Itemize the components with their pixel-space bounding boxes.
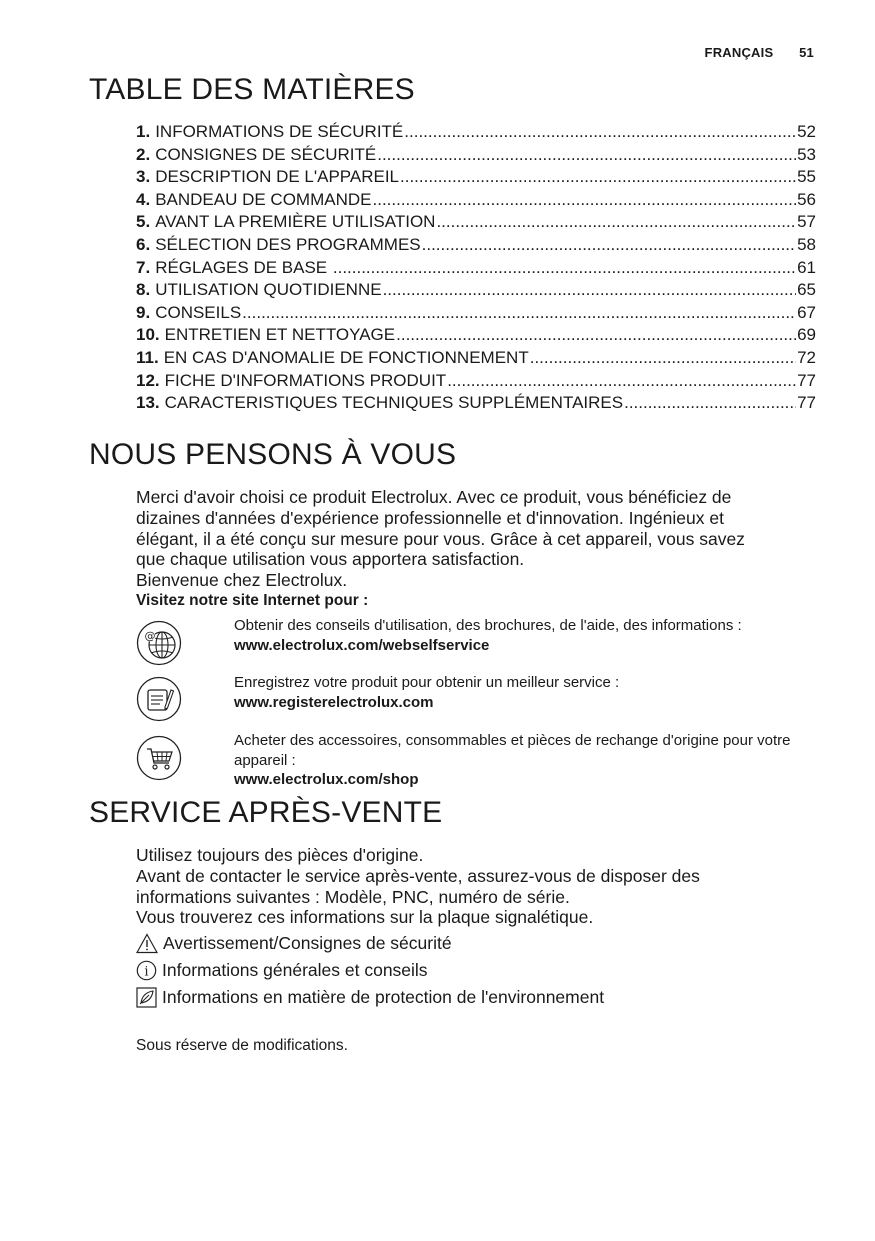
- toc-item[interactable]: 6. SÉLECTION DES PROGRAMMES ..... 58: [136, 234, 816, 257]
- globe-at-icon: [136, 620, 182, 666]
- webselfservice-link[interactable]: www.electrolux.com/webselfservice: [234, 636, 490, 654]
- leaf-icon: [136, 987, 157, 1008]
- page-header: [705, 45, 814, 60]
- toc-item[interactable]: 11. EN CAS D'ANOMALIE DE FONCTIONNEMENT ..... 72: [136, 347, 816, 370]
- shop-link[interactable]: www.electrolux.com/shop: [234, 771, 419, 788]
- info-icon: [136, 960, 157, 981]
- service-apres-vente-title: SERVICE APRÈS-VENTE: [89, 796, 443, 829]
- visit-label: Visitez notre site Internet pour :: [136, 591, 369, 609]
- toc-item[interactable]: 1. INFORMATIONS DE SÉCURITÉ ..... 52: [136, 121, 816, 144]
- language-label: FRANÇAIS: [704, 45, 774, 60]
- toc-item[interactable]: 7. RÉGLAGES DE BASE ..... 61: [136, 257, 816, 280]
- welcome-paragraph: Merci d'avoir choisi ce produit Electrolux. Avec ce produit, vous bénéficiez de dizaines d'années d'expérience professionnelle et d'innovation. Ingénieux et élégant, il a été conçu sur mesure pour vous. Grâce à cet appareil, vous savez que chaque utilisation vous apportera satisfaction. Bienvenue chez Electrolux. Visitez notre site Internet pour :: [136, 487, 816, 612]
- legend-environment: Informations en matière de protection de l'environnement: [136, 987, 604, 1008]
- toc-item[interactable]: 9. CONSEILS ..... 67: [136, 302, 816, 325]
- toc-title: TABLE DES MATIÈRES: [89, 73, 415, 106]
- modifications-note: Sous réserve de modifications.: [136, 1037, 348, 1054]
- nous-pensons-title: NOUS PENSONS À VOUS: [89, 438, 457, 471]
- table-of-contents: [136, 121, 816, 415]
- shopping-cart-icon: [136, 735, 182, 781]
- toc-item[interactable]: 8. UTILISATION QUOTIDIENNE ..... 65: [136, 279, 816, 302]
- page-number: 51: [799, 45, 814, 60]
- toc-item[interactable]: 12. FICHE D'INFORMATIONS PRODUIT ..... 77: [136, 370, 816, 393]
- toc-item[interactable]: 4. BANDEAU DE COMMANDE ..... 56: [136, 189, 816, 212]
- toc-item[interactable]: 3. DESCRIPTION DE L'APPAREIL ..... 55: [136, 166, 816, 189]
- legend-info: i Informations générales et conseils: [136, 960, 428, 981]
- svg-text:i: i: [144, 964, 149, 980]
- toc-item[interactable]: 10. ENTRETIEN ET NETTOYAGE ..... 69: [136, 324, 816, 347]
- svg-text:@: @: [144, 629, 156, 643]
- toc-item[interactable]: 5. AVANT LA PREMIÈRE UTILISATION ..... 57: [136, 211, 816, 234]
- toc-item[interactable]: 13. CARACTERISTIQUES TECHNIQUES SUPPLÉMENTAIRES ..... 77: [136, 392, 816, 415]
- toc-item[interactable]: 2. CONSIGNES DE SÉCURITÉ ..... 53: [136, 144, 816, 167]
- warning-icon: [136, 933, 158, 954]
- service-paragraph: Utilisez toujours des pièces d'origine. Avant de contacter le service après-vente, assurez-vous de disposer des informations suivantes : Modèle, PNC, numéro de série. Vous trouverez ces informations sur la plaque signalétique.: [136, 845, 700, 928]
- register-link[interactable]: www.registerelectrolux.com: [234, 693, 434, 711]
- legend-warning: Avertissement/Consignes de sécurité: [136, 933, 452, 954]
- register-form-icon: [136, 676, 182, 722]
